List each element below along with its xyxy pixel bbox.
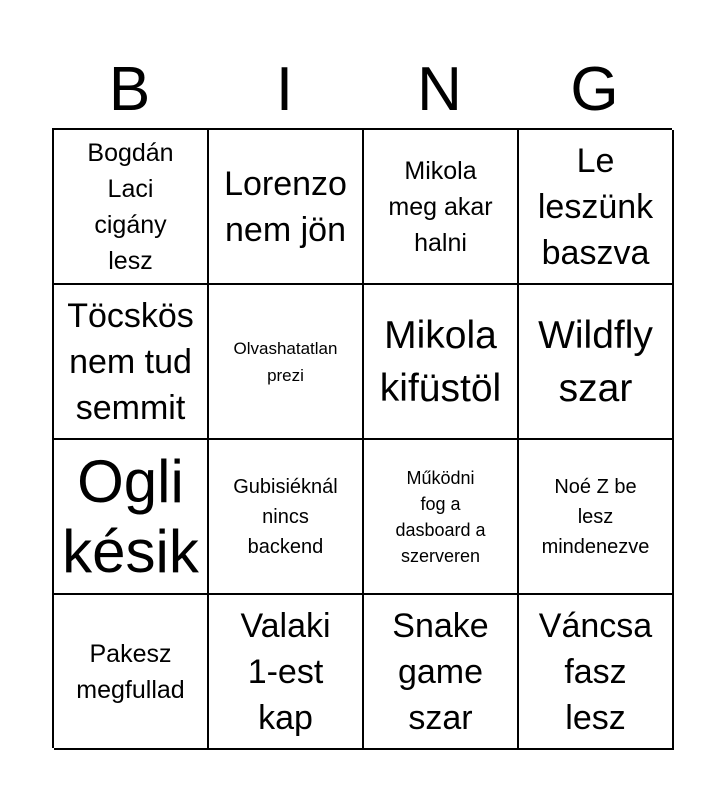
header-letter-g: G bbox=[570, 55, 619, 124]
bingo-cell[interactable]: Bogdán Laci cigány lesz bbox=[54, 130, 209, 285]
bingo-cell[interactable]: Ogli késik bbox=[54, 440, 209, 595]
bingo-cell[interactable]: Snake game szar bbox=[364, 595, 519, 750]
header-letter-n: N bbox=[417, 55, 462, 124]
bingo-cell[interactable]: Valaki 1-est kap bbox=[209, 595, 364, 750]
bingo-cell[interactable]: Olvashatatlan prezi bbox=[209, 285, 364, 440]
bingo-cell[interactable]: Működni fog a dasboard a szerveren bbox=[364, 440, 519, 595]
bingo-grid bbox=[52, 128, 672, 748]
bingo-cell[interactable]: Váncsa fasz lesz bbox=[519, 595, 674, 750]
bingo-cell[interactable]: Pakesz megfullad bbox=[54, 595, 209, 750]
bingo-cell[interactable]: Gubisiéknál nincs backend bbox=[209, 440, 364, 595]
bingo-header bbox=[52, 52, 672, 128]
bingo-cell[interactable]: Mikola kifüstöl bbox=[364, 285, 519, 440]
header-letter-i: I bbox=[275, 55, 294, 124]
header-letter-b: B bbox=[108, 55, 151, 124]
bingo-cell[interactable]: Wildfly szar bbox=[519, 285, 674, 440]
bingo-cell[interactable]: Töcskös nem tud semmit bbox=[54, 285, 209, 440]
bingo-cell[interactable]: Lorenzo nem jön bbox=[209, 130, 364, 285]
bingo-cell[interactable]: Noé Z be lesz mindenezve bbox=[519, 440, 674, 595]
bingo-cell[interactable]: Le leszünk baszva bbox=[519, 130, 674, 285]
bingo-cell[interactable]: Mikola meg akar halni bbox=[364, 130, 519, 285]
